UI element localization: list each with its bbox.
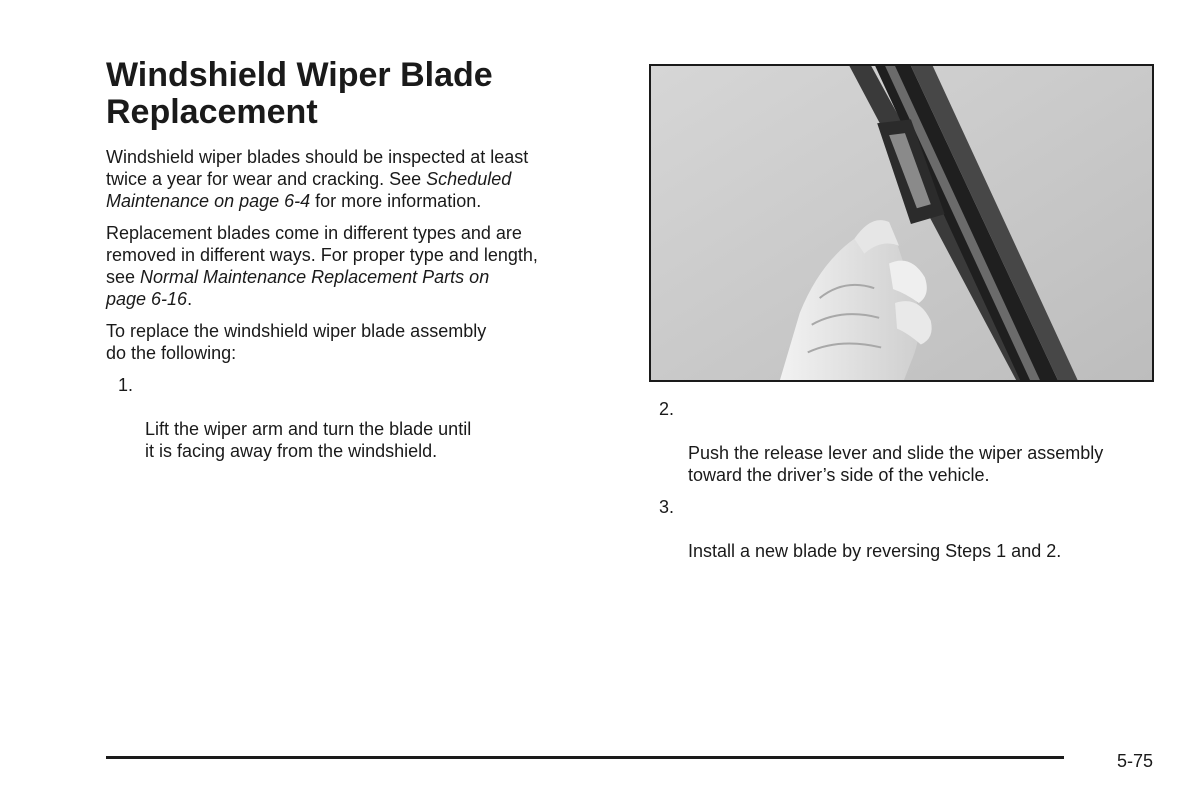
- step-3-text: Install a new blade by reversing Steps 1 and 2.: [688, 541, 1062, 561]
- step-2-number: 2.: [659, 399, 675, 419]
- intro-text-before: Windshield wiper blades should be inspected at least twice a year for wear and cracking. See: [106, 147, 529, 189]
- step-1-text: Lift the wiper arm and turn the blade until it is facing away from the windshield.: [145, 419, 472, 461]
- procedure-intro: To replace the windshield wiper blade assembly do the following:: [106, 321, 487, 363]
- page-number: 5-75: [1117, 751, 1154, 771]
- page-title: Windshield Wiper Blade Replacement: [106, 56, 493, 131]
- step-2: [649, 398, 1169, 486]
- step-2-text: Push the release lever and slide the wiper assembly toward the driver’s side of the vehicle.: [688, 443, 1104, 485]
- step-3: [649, 496, 1169, 562]
- intro-paragraph: [106, 146, 606, 212]
- wiper-blade-illustration: [649, 64, 1154, 382]
- wiper-blade-drawing: [651, 66, 1152, 380]
- blades-text-after: .: [187, 289, 193, 309]
- blades-paragraph: [106, 222, 606, 310]
- footer-rule: [106, 756, 1064, 759]
- replacement-parts-reference[interactable]: Normal Maintenance Replacement Parts on page 6-16: [106, 267, 490, 309]
- intro-text-after: for more information.: [310, 191, 482, 211]
- step-1-number: 1.: [118, 375, 134, 395]
- step-1: [106, 374, 606, 462]
- right-column: [649, 398, 1169, 572]
- left-column: [106, 146, 606, 472]
- scheduled-maintenance-reference[interactable]: Scheduled Maintenance on page 6-4: [106, 169, 512, 211]
- blades-text-before: Replacement blades come in different types and are removed in different ways. For proper type and length, see: [106, 223, 538, 287]
- step-3-number: 3.: [659, 497, 675, 517]
